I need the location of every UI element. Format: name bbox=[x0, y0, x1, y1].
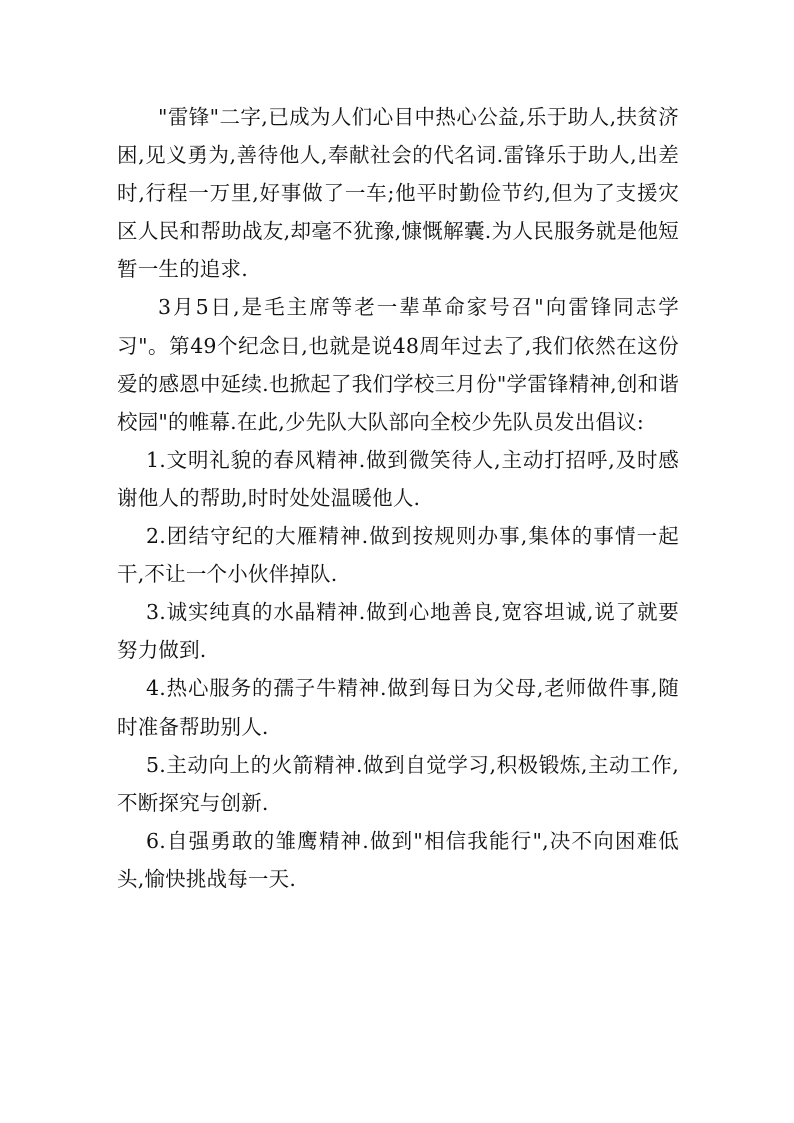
list-item-5: 5.主动向上的火箭精神.做到自觉学习,积极锻炼,主动工作,不断探究与创新. bbox=[117, 752, 679, 815]
intro-paragraph: "雷锋"二字,已成为人们心目中热心公益,乐于助人,扶贫济困,见义勇为,善待他人,奉献社会的代名词.雷锋乐于助人,出差时,行程一万里,好事做了一车;他平时勤俭节约,但为了支援灾区人民和帮助战友,却毫不犹豫,慷慨解囊.为人民服务就是他短暂一生的追求. bbox=[117, 105, 679, 282]
list-item-2: 2.团结守纪的大雁精神.做到按规则办事,集体的事情一起干,不让一个小伙伴掉队. bbox=[117, 524, 679, 587]
list-item-6: 6.自强勇敢的雏鹰精神.做到"相信我能行",决不向困难低头,愉快挑战每一天. bbox=[117, 828, 679, 891]
proposal-paragraph: 3月5日,是毛主席等老一辈革命家号召"向雷锋同志学习"。第49个纪念日,也就是说48周年过去了,我们依然在这份爱的感恩中延续.也掀起了我们学校三月份"学雷锋精神,创和谐校园"的帷幕.在此,少先队大队部向全校少先队员发出倡议: bbox=[117, 295, 679, 434]
list-item-4: 4.热心服务的孺子牛精神.做到每日为父母,老师做件事,随时准备帮助别人. bbox=[117, 676, 679, 739]
list-item-1: 1.文明礼貌的春风精神.做到微笑待人,主动打招呼,及时感谢他人的帮助,时时处处温暖他人. bbox=[117, 447, 679, 510]
list-item-3: 3.诚实纯真的水晶精神.做到心地善良,宽容坦诚,说了就要努力做到. bbox=[117, 600, 679, 663]
document-body bbox=[117, 98, 679, 898]
